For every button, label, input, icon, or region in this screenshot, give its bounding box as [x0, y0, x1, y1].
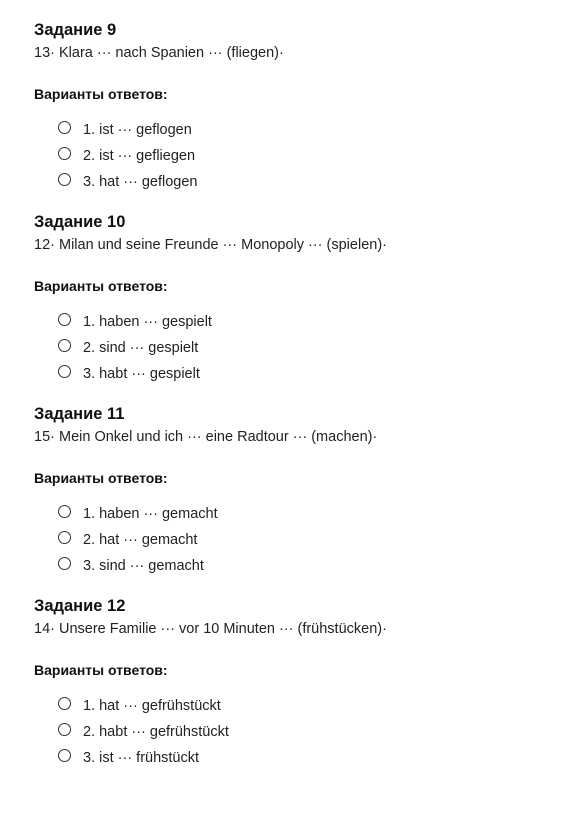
radio-button[interactable]	[58, 339, 71, 352]
answer-options	[34, 117, 556, 195]
task-question: 13· Klara ··· nach Spanien ··· (fliegen)·	[34, 45, 284, 61]
answer-option-label: 3. sind ··· gemacht	[83, 558, 204, 574]
answer-option-label: 2. sind ··· gespielt	[83, 340, 199, 356]
answers-label: Варианты ответов:	[34, 662, 168, 678]
answer-option[interactable]	[58, 553, 556, 579]
answer-option[interactable]	[58, 169, 556, 195]
radio-button[interactable]	[58, 505, 71, 518]
radio-button[interactable]	[58, 723, 71, 736]
answer-option-label: 3. ist ··· frühstückt	[83, 750, 200, 766]
answer-options	[34, 501, 556, 579]
answer-option-label: 2. habt ··· gefrühstückt	[83, 724, 229, 740]
radio-button[interactable]	[58, 313, 71, 326]
answer-option[interactable]	[58, 745, 556, 771]
task-12	[34, 596, 556, 771]
radio-button[interactable]	[58, 697, 71, 710]
answer-option[interactable]	[58, 335, 556, 361]
answer-options	[34, 693, 556, 771]
answer-option-label: 1. haben ··· gespielt	[83, 314, 212, 330]
radio-button[interactable]	[58, 147, 71, 160]
task-question: 12· Milan und seine Freunde ··· Monopoly ··· (spielen)·	[34, 237, 387, 253]
task-title: Задание 11	[34, 405, 125, 423]
radio-button[interactable]	[58, 749, 71, 762]
answers-label: Варианты ответов:	[34, 470, 168, 486]
answer-option-label: 1. hat ··· gefrühstückt	[83, 698, 221, 714]
task-9	[34, 20, 556, 195]
answer-option[interactable]	[58, 143, 556, 169]
task-title: Задание 10	[34, 213, 126, 231]
answer-option-label: 1. haben ··· gemacht	[83, 506, 218, 522]
radio-button[interactable]	[58, 121, 71, 134]
answers-label: Варианты ответов:	[34, 278, 168, 294]
task-question: 14· Unsere Familie ··· vor 10 Minuten ··· (frühstücken)·	[34, 621, 387, 637]
answer-options	[34, 309, 556, 387]
task-10	[34, 212, 556, 387]
task-question: 15· Mein Onkel und ich ··· eine Radtour ··· (machen)·	[34, 429, 378, 445]
answer-option-label: 1. ist ··· geflogen	[83, 122, 192, 138]
answer-option[interactable]	[58, 117, 556, 143]
answers-label: Варианты ответов:	[34, 86, 168, 102]
radio-button[interactable]	[58, 365, 71, 378]
answer-option-label: 3. habt ··· gespielt	[83, 366, 200, 382]
radio-button[interactable]	[58, 531, 71, 544]
answer-option-label: 2. hat ··· gemacht	[83, 532, 198, 548]
answer-option[interactable]	[58, 501, 556, 527]
answer-option-label: 3. hat ··· geflogen	[83, 174, 198, 190]
answer-option-label: 2. ist ··· gefliegen	[83, 148, 196, 164]
task-11	[34, 404, 556, 579]
answer-option[interactable]	[58, 309, 556, 335]
task-title: Задание 12	[34, 597, 126, 615]
answer-option[interactable]	[58, 719, 556, 745]
radio-button[interactable]	[58, 557, 71, 570]
answer-option[interactable]	[58, 693, 556, 719]
answer-option[interactable]	[58, 361, 556, 387]
answer-option[interactable]	[58, 527, 556, 553]
radio-button[interactable]	[58, 173, 71, 186]
task-title: Задание 9	[34, 21, 117, 39]
